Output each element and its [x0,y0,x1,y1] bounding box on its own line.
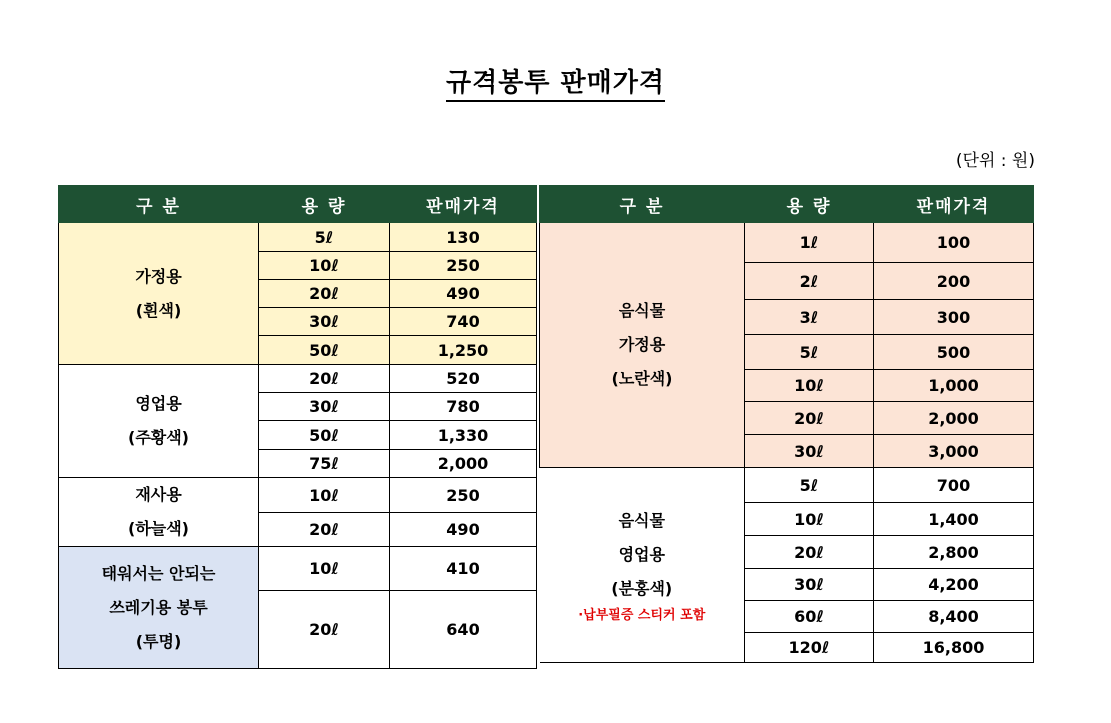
volume-cell: 20ℓ [745,536,874,569]
sticker-note: ·납부필증 스티커 포함 [578,608,706,623]
volume-cell: 50ℓ [259,336,390,365]
price-cell: 300 [874,300,1034,335]
category-household-white: 가정용 (흰색) [59,223,259,365]
price-cell: 640 [390,591,537,669]
category-food-business-pink: 음식물 영업용 (분홍색) ·납부필증 스티커 포함 [540,468,745,663]
price-cell: 490 [390,513,537,547]
volume-cell: 10ℓ [259,547,390,591]
left-price-table [58,185,537,669]
price-cell: 130 [390,223,537,252]
price-cell: 500 [874,335,1034,370]
header-price: 판매가격 [390,186,537,223]
table-row [59,547,537,591]
table-row [59,478,537,513]
price-cell: 410 [390,547,537,591]
price-cell: 1,400 [874,503,1034,536]
volume-cell: 30ℓ [745,435,874,468]
volume-cell: 1ℓ [745,223,874,263]
volume-cell: 10ℓ [745,370,874,402]
price-cell: 1,330 [390,421,537,450]
price-cell: 700 [874,468,1034,503]
header-price: 판매가격 [874,186,1034,223]
header-volume: 용 량 [745,186,874,223]
volume-cell: 5ℓ [745,468,874,503]
table-row [540,468,1034,503]
volume-cell: 120ℓ [745,633,874,663]
table-row [540,223,1034,263]
right-price-table [539,185,1034,663]
volume-cell: 10ℓ [259,478,390,513]
volume-cell: 20ℓ [259,591,390,669]
price-cell: 8,400 [874,601,1034,633]
category-reuse-skyblue: 재사용 (하늘색) [59,478,259,547]
volume-cell: 10ℓ [745,503,874,536]
volume-cell: 10ℓ [259,252,390,280]
table-header-row [540,186,1034,223]
price-cell: 250 [390,478,537,513]
price-cell: 3,000 [874,435,1034,468]
volume-cell: 30ℓ [745,569,874,601]
volume-cell: 20ℓ [259,513,390,547]
header-category: 구 분 [59,186,259,223]
volume-cell: 75ℓ [259,450,390,478]
volume-cell: 5ℓ [745,335,874,370]
price-cell: 740 [390,308,537,336]
volume-cell: 5ℓ [259,223,390,252]
unit-label: (단위 : 원) [955,151,1035,171]
volume-cell: 3ℓ [745,300,874,335]
price-cell: 4,200 [874,569,1034,601]
price-cell: 2,000 [390,450,537,478]
price-cell: 1,000 [874,370,1034,402]
volume-cell: 30ℓ [259,393,390,421]
page-title: 규격봉투 판매가격 [0,62,1111,99]
volume-cell: 30ℓ [259,308,390,336]
volume-cell: 60ℓ [745,601,874,633]
category-business-orange: 영업용 (주황색) [59,365,259,478]
price-cell: 16,800 [874,633,1034,663]
volume-cell: 50ℓ [259,421,390,450]
price-cell: 780 [390,393,537,421]
price-cell: 2,000 [874,402,1034,435]
price-cell: 2,800 [874,536,1034,569]
price-cell: 520 [390,365,537,393]
category-nonburnable-clear: 태워서는 안되는 쓰레기용 봉투 (투명) [59,547,259,669]
volume-cell: 20ℓ [745,402,874,435]
price-cell: 490 [390,280,537,308]
volume-cell: 2ℓ [745,263,874,300]
header-category: 구 분 [540,186,745,223]
header-volume: 용 량 [259,186,390,223]
price-cell: 1,250 [390,336,537,365]
volume-cell: 20ℓ [259,280,390,308]
volume-cell: 20ℓ [259,365,390,393]
table-row [59,365,537,393]
price-cell: 250 [390,252,537,280]
table-row [59,223,537,252]
price-cell: 100 [874,223,1034,263]
table-header-row [59,186,537,223]
category-food-household-yellow: 음식물 가정용 (노란색) [540,223,745,468]
price-cell: 200 [874,263,1034,300]
